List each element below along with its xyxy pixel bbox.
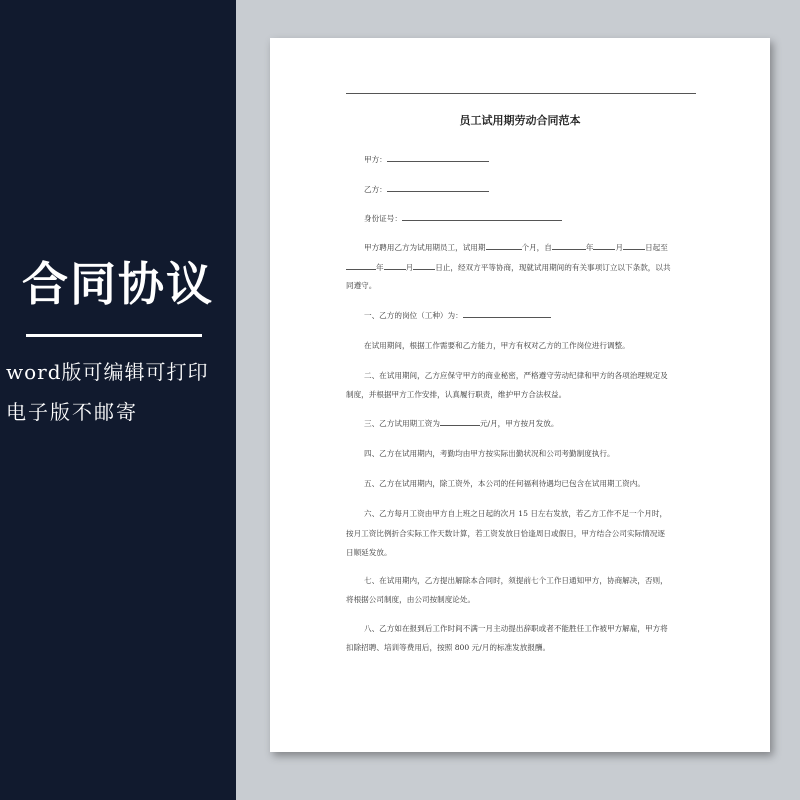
clause-3-text: 元/月，甲方按月发放。 [479,419,559,428]
id-number-label: 身份证号： [364,214,402,223]
clause-1-title [364,310,551,321]
clause-2-line-2: 制度，并根据甲方工作安排，认真履行职责，维护甲方合法权益。 [346,390,567,399]
intro-text: 年 [585,243,594,252]
header-rule [346,93,696,94]
promo-title: 合同协议 [22,257,214,311]
clause-6-line-1: 六、乙方每月工资由甲方自上班之日起的次月 15 日左右发放，若乙方工作不足一个月时， [364,509,668,518]
clause-5-line: 五、乙方在试用期内，除工资外，本公司的任何福利待遇均已包含在试用期工资内。 [364,479,645,488]
promo-divider [26,334,202,337]
id-number-blank [402,213,562,221]
promo-panel [0,0,236,800]
intro-text: 月 [615,243,624,252]
salary-blank [440,418,480,426]
intro-line-3: 同遵守。 [346,281,377,290]
intro-blank [486,242,522,250]
position-blank [463,310,551,318]
clause-3-label: 三、乙方试用期工资为 [364,419,440,428]
clause-7-line-2: 将根据公司制度，由公司按制度论处。 [346,595,476,604]
intro-blank [623,242,645,250]
intro-blank [593,242,615,250]
party-a-line [364,154,489,165]
clause-1-label: 一、乙方的岗位（工种）为： [364,311,463,320]
clause-4-line: 四、乙方在试用期内，考勤均由甲方按实际出勤状况和公司考勤制度执行。 [364,449,615,458]
intro-blank [413,262,435,270]
intro-text: 日止，经双方平等协商，现就试用期间的有关事项订立以下条款，以共 [435,263,671,272]
document-title: 员工试用期劳动合同范本 [459,114,581,127]
party-b-line [364,184,489,195]
party-b-label: 乙方： [364,185,387,194]
clause-8-line-1: 八、乙方如在报到后工作时间不满一月主动提出辞职或者不能胜任工作被甲方解雇，甲方将 [364,624,668,633]
party-b-blank [387,184,489,192]
promo-line-editable: word版可编辑可打印 [6,360,209,384]
intro-line-2 [346,262,671,273]
intro-text: 甲方聘用乙方为试用期员工，试用期 [364,243,486,252]
document-page [270,38,770,752]
intro-text: 月 [405,263,414,272]
intro-text: 年 [376,263,384,272]
intro-blank [552,242,586,250]
clause-6-line-3: 日顺延发放。 [346,548,392,557]
clause-2-line-1: 二、在试用期间，乙方应保守甲方的商业秘密，严格遵守劳动纪律和甲方的各项治理规定及 [364,371,668,380]
intro-text: 个月，自 [521,243,552,252]
intro-blank [346,262,376,270]
clause-3-line [364,418,558,429]
clause-8-line-2: 扣除招聘、培训等费用后，按照 800 元/月的标准发放报酬。 [346,643,551,652]
id-number-line [364,213,562,224]
clause-1-text: 在试用期间，根据工作需要和乙方能力，甲方有权对乙方的工作岗位进行调整。 [364,341,630,350]
clause-7-line-1: 七、在试用期内，乙方提出解除本合同时，须提前七个工作日通知甲方，协商解决，否则， [364,576,668,585]
party-a-blank [387,154,489,162]
intro-line-1 [364,242,668,253]
promo-line-no-mail: 电子版不邮寄 [6,400,138,424]
intro-text: 日起至 [645,243,668,252]
party-a-label: 甲方： [364,155,387,164]
clause-6-line-2: 按月工资比例折合实际工作天数计算，若工资发放日恰逢周日或假日，甲方结合公司实际情况逐 [346,529,665,538]
intro-blank [384,262,406,270]
